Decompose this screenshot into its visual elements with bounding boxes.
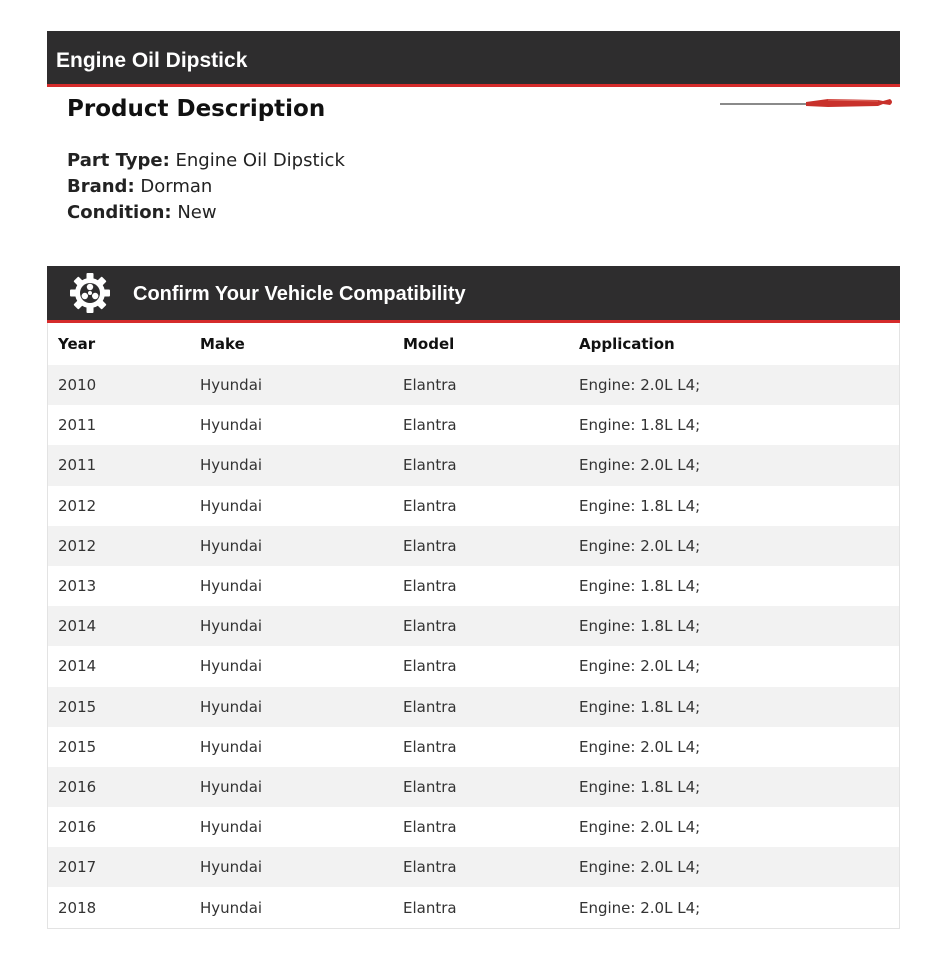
cell-model: Elantra bbox=[403, 818, 457, 837]
field-label: Condition: bbox=[67, 202, 172, 223]
cell-application: Engine: 2.0L L4; bbox=[579, 456, 701, 475]
cell-model: Elantra bbox=[403, 858, 457, 877]
brand-row bbox=[67, 174, 345, 200]
cell-application: Engine: 1.8L L4; bbox=[579, 617, 701, 636]
column-header-model: Model bbox=[403, 335, 455, 353]
cell-model: Elantra bbox=[403, 536, 457, 555]
cell-make: Hyundai bbox=[200, 496, 263, 515]
cell-make: Hyundai bbox=[200, 577, 263, 596]
cell-model: Elantra bbox=[403, 376, 457, 395]
cell-application: Engine: 1.8L L4; bbox=[579, 777, 701, 796]
column-header-application: Application bbox=[579, 335, 675, 353]
cell-year: 2012 bbox=[58, 536, 97, 555]
table-row bbox=[48, 847, 899, 887]
page-title: Engine Oil Dipstick bbox=[56, 48, 248, 72]
cell-model: Elantra bbox=[403, 898, 457, 917]
cell-year: 2014 bbox=[58, 617, 97, 636]
product-description-title: Product Description bbox=[67, 96, 326, 122]
cell-model: Elantra bbox=[403, 737, 457, 756]
cell-make: Hyundai bbox=[200, 737, 263, 756]
cell-year: 2015 bbox=[58, 737, 97, 756]
cell-application: Engine: 1.8L L4; bbox=[579, 496, 701, 515]
cell-year: 2010 bbox=[58, 376, 97, 395]
table-row bbox=[48, 566, 899, 606]
cell-year: 2015 bbox=[58, 697, 97, 716]
cell-year: 2012 bbox=[58, 496, 97, 515]
cell-model: Elantra bbox=[403, 577, 457, 596]
table-row bbox=[48, 727, 899, 767]
table-row bbox=[48, 807, 899, 847]
table-row bbox=[48, 365, 899, 405]
cell-application: Engine: 2.0L L4; bbox=[579, 818, 701, 837]
cell-year: 2013 bbox=[58, 577, 97, 596]
cell-model: Elantra bbox=[403, 617, 457, 636]
cell-year: 2014 bbox=[58, 657, 97, 676]
cell-make: Hyundai bbox=[200, 657, 263, 676]
cell-year: 2016 bbox=[58, 777, 97, 796]
field-label: Brand: bbox=[67, 176, 135, 197]
cell-application: Engine: 1.8L L4; bbox=[579, 416, 701, 435]
cell-application: Engine: 2.0L L4; bbox=[579, 376, 701, 395]
cell-year: 2016 bbox=[58, 818, 97, 837]
cell-make: Hyundai bbox=[200, 536, 263, 555]
cell-make: Hyundai bbox=[200, 456, 263, 475]
gear-icon bbox=[68, 271, 112, 315]
table-row bbox=[48, 445, 899, 485]
table-row bbox=[48, 646, 899, 686]
dipstick-image bbox=[718, 93, 894, 113]
compatibility-table bbox=[47, 323, 900, 929]
field-label: Part Type: bbox=[67, 150, 170, 171]
cell-application: Engine: 2.0L L4; bbox=[579, 858, 701, 877]
cell-year: 2018 bbox=[58, 898, 97, 917]
cell-year: 2017 bbox=[58, 858, 97, 877]
cell-model: Elantra bbox=[403, 657, 457, 676]
field-value: Dorman bbox=[140, 176, 213, 197]
table-row bbox=[48, 887, 899, 927]
condition-row bbox=[67, 200, 345, 226]
cell-application: Engine: 2.0L L4; bbox=[579, 657, 701, 676]
table-row bbox=[48, 486, 899, 526]
table-row bbox=[48, 687, 899, 727]
field-value: Engine Oil Dipstick bbox=[175, 150, 345, 171]
cell-make: Hyundai bbox=[200, 858, 263, 877]
cell-year: 2011 bbox=[58, 456, 97, 475]
cell-make: Hyundai bbox=[200, 898, 263, 917]
cell-year: 2011 bbox=[58, 416, 97, 435]
table-row bbox=[48, 606, 899, 646]
cell-model: Elantra bbox=[403, 456, 457, 475]
column-header-make: Make bbox=[200, 335, 245, 353]
cell-application: Engine: 2.0L L4; bbox=[579, 898, 701, 917]
cell-model: Elantra bbox=[403, 416, 457, 435]
cell-application: Engine: 1.8L L4; bbox=[579, 577, 701, 596]
table-row bbox=[48, 767, 899, 807]
cell-make: Hyundai bbox=[200, 818, 263, 837]
product-details bbox=[67, 148, 345, 226]
compatibility-header bbox=[47, 266, 900, 323]
cell-model: Elantra bbox=[403, 777, 457, 796]
compatibility-title: Confirm Your Vehicle Compatibility bbox=[133, 283, 466, 305]
table-row bbox=[48, 405, 899, 445]
cell-make: Hyundai bbox=[200, 697, 263, 716]
cell-make: Hyundai bbox=[200, 777, 263, 796]
cell-make: Hyundai bbox=[200, 617, 263, 636]
table-header-row bbox=[48, 323, 899, 365]
table-row bbox=[48, 526, 899, 566]
column-header-year: Year bbox=[58, 335, 96, 353]
title-bar bbox=[47, 31, 900, 87]
cell-make: Hyundai bbox=[200, 376, 263, 395]
cell-model: Elantra bbox=[403, 496, 457, 515]
part-type-row bbox=[67, 148, 345, 174]
cell-model: Elantra bbox=[403, 697, 457, 716]
field-value: New bbox=[177, 202, 217, 223]
cell-application: Engine: 1.8L L4; bbox=[579, 697, 701, 716]
cell-application: Engine: 2.0L L4; bbox=[579, 737, 701, 756]
cell-make: Hyundai bbox=[200, 416, 263, 435]
cell-application: Engine: 2.0L L4; bbox=[579, 536, 701, 555]
